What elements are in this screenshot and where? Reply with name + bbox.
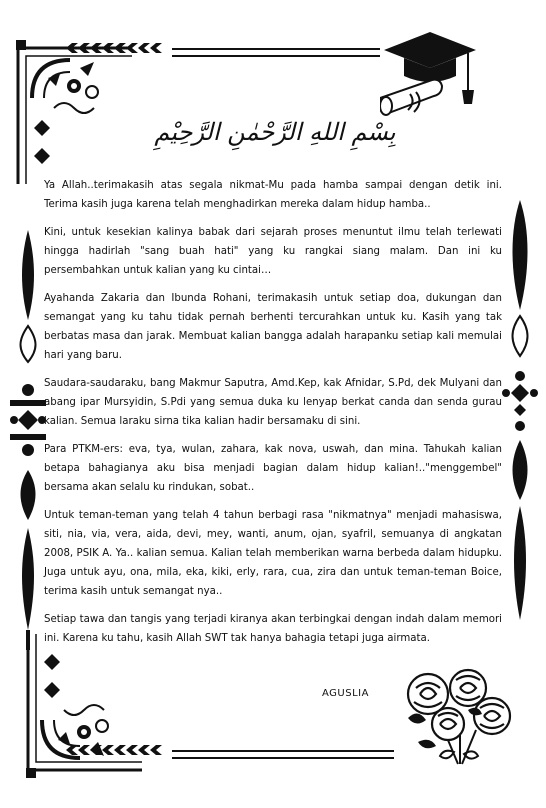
bottom-double-rule (172, 750, 394, 759)
paragraph: Ayahanda Zakaria dan Ibunda Rohani, terimakasih untuk setiap doa, dukungan dan semangat yang ku tahu tidak pernah berhenti tercurahkan untuk ku. Kasih yang tak berbatas masa dan jarak. Membuat kalian bangga adalah harapanku setiap kali memulai hari yang baru. (44, 293, 502, 361)
signature: AGUSLIA (322, 688, 369, 699)
bismillah-heading: بِسْمِ اللهِ الرَّحْمٰنِ الرَّحِيْمِ (154, 118, 396, 146)
dedication-text (44, 176, 502, 657)
paragraph: Para PTKM-ers: eva, tya, wulan, zahara, kak nova, uswah, dan mina. Tahukah kalian betapa bahagianya aku bisa menjadi bagian dalam hidup kalian!.."menggembel" bersama akan selalu ku rindukan, sobat.. (44, 444, 502, 493)
paragraph: Setiap tawa dan tangis yang terjadi kiranya akan terbingkai dengan indah dalam memori ini. Karena ku tahu, kasih Allah SWT tak hanya bahagia tetapi juga airmata. (44, 614, 502, 644)
corner-ornament-icon (14, 38, 134, 188)
graduation-cap-icon (380, 28, 480, 126)
chain-ornament-icon (66, 42, 170, 54)
paragraph: Kini, untuk kesekian kalinya babak dari sejarah proses menuntut ilmu telah terlewati hingga hadirlah "sang buah hati" yang ku rangkai siang malam. Dan ini ku persembahkan untuk kalian yang ku cintai… (44, 227, 502, 276)
side-ornament-icon (500, 200, 540, 630)
paragraph: Saudara-saudaraku, bang Makmur Saputra, Amd.Kep, kak Afnidar, S.Pd, dek Mulyani dan abang ipar Mursyidin, S.Pdi yang semua duka ku lenyap berkat canda dan senda gurau kalian. Semua laraku sirna tika kalian hadir bersamaku di sini. (44, 378, 502, 427)
chain-ornament-icon (66, 744, 170, 756)
side-ornament-icon (8, 230, 48, 650)
paragraph: Untuk teman-teman yang telah 4 tahun berbagi rasa "nikmatnya" menjadi mahasiswa, siti, nia, via, vera, aida, devi, mey, wanti, anum, ojan, syafril, semuanya di angkatan 2008, PSIK A. Ya.. kalian semua. Kalian telah memberikan warna berbeda dalam hidupku. Juga untuk ayu, ona, mila, eka, kiki, erly, rara, cua, zira dan untuk teman-teman Boice, terima kasih untuk semangat nya.. (44, 510, 502, 597)
rose-bouquet-icon (398, 664, 516, 768)
paragraph: Ya Allah..terimakasih atas segala nikmat-Mu pada hamba sampai dengan detik ini. Terima kasih juga karena telah menghadirkan mereka dalam hidup hamba.. (44, 180, 502, 210)
corner-ornament-icon (24, 630, 144, 780)
diploma-scroll-icon (380, 80, 442, 115)
top-double-rule (172, 48, 380, 57)
